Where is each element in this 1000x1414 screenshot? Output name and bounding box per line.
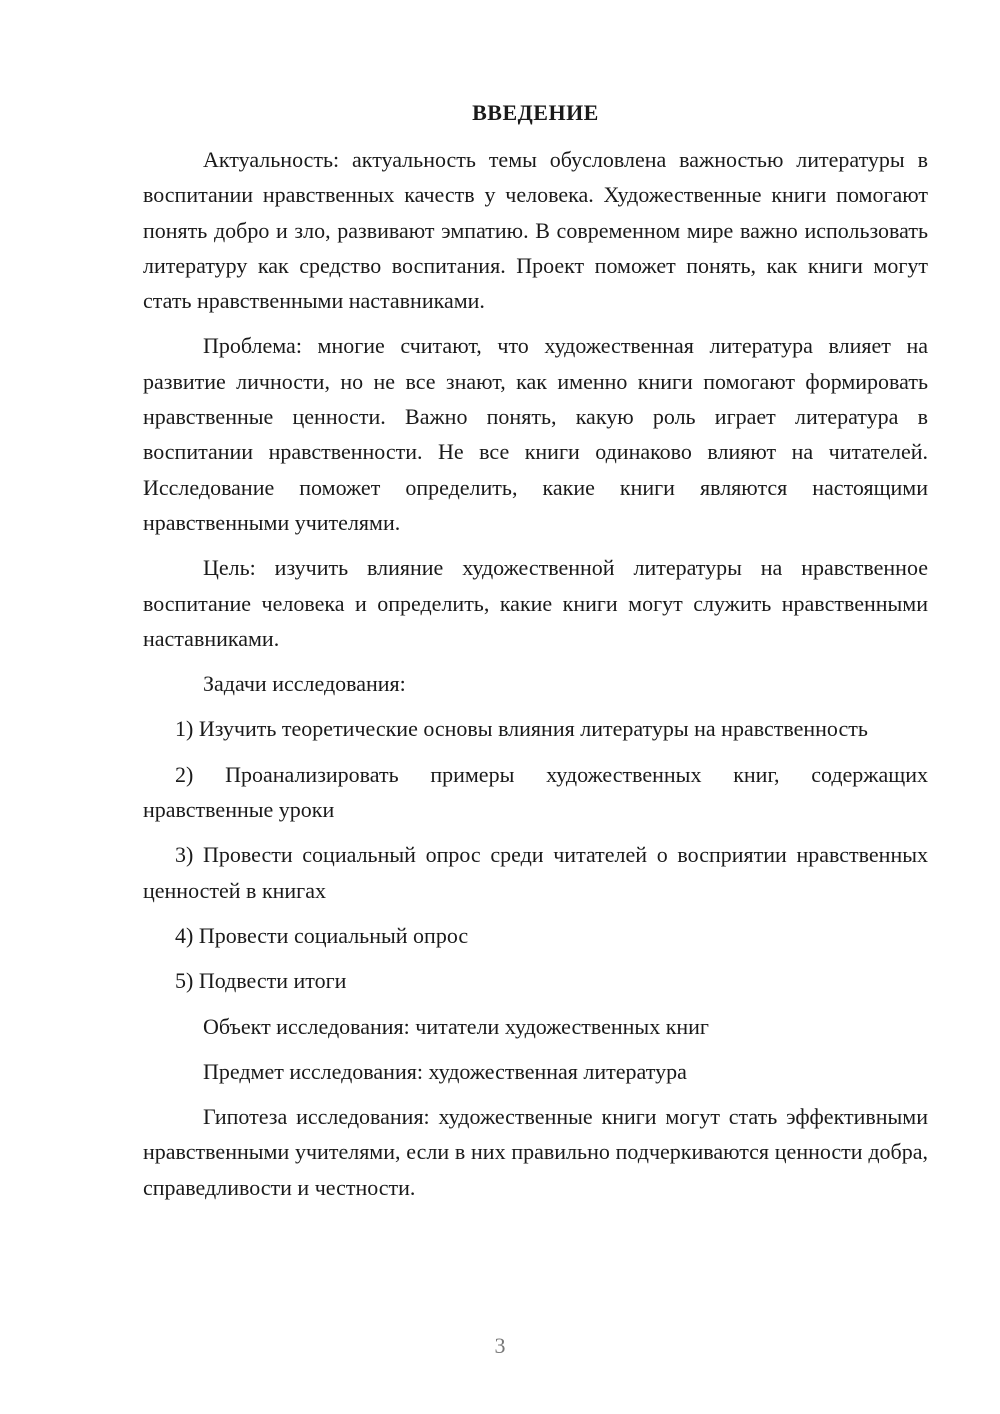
goal-paragraph: Цель: изучить влияние художественной литературы на нравственное воспитание человека и определить, какие книги могут служить нравственными наставниками. [143,555,928,651]
hypothesis-paragraph: Гипотеза исследования: художественные книги могут стать эффективными нравственными учителями, если в них правильно подчеркиваются ценности добра, справедливости и честности. [143,1104,928,1200]
object-paragraph: Объект исследования: читатели художественных книг [203,1013,709,1039]
tasks-heading: Задачи исследования: [203,671,406,697]
task-item-3: 3) Провести социальный опрос среди читателей о восприятии нравственных ценностей в книгах [143,842,928,903]
problem-paragraph: Проблема: многие считают, что художественная литература влияет на развитие личности, но не все знают, как именно книги помогают формировать нравственные ценности. Важно понять, какую роль играет литература в воспитании нравственности. Не все книги одинаково влияют на читателей. Исследование поможет определить, какие книги являются настоящими нравственными учителями. [143,333,928,535]
task-item-2: 2) Проанализировать примеры художественных книг, содержащих нравственные уроки [143,761,928,823]
relevance-paragraph: Актуальность: актуальность темы обусловлена важностью литературы в воспитании нравственных качеств у человека. Художественные книги помогают понять добро и зло, развивают эмпатию. В современном мире важно использовать литературу как средство воспитания. Проект поможет понять, как книги могут стать нравственными наставниками. [143,147,928,314]
section-title: ВВЕДЕНИЕ [472,100,599,125]
task-item-4: 4) Провести социальный опрос [175,922,469,948]
task-item-1: 1) Изучить теоретические основы влияния литературы на нравственность [175,716,868,742]
task-item-5: 5) Подвести итоги [175,968,347,994]
document-page [143,95,928,1215]
page-number: 3 [494,1333,506,1358]
subject-paragraph: Предмет исследования: художественная литература [203,1058,687,1084]
